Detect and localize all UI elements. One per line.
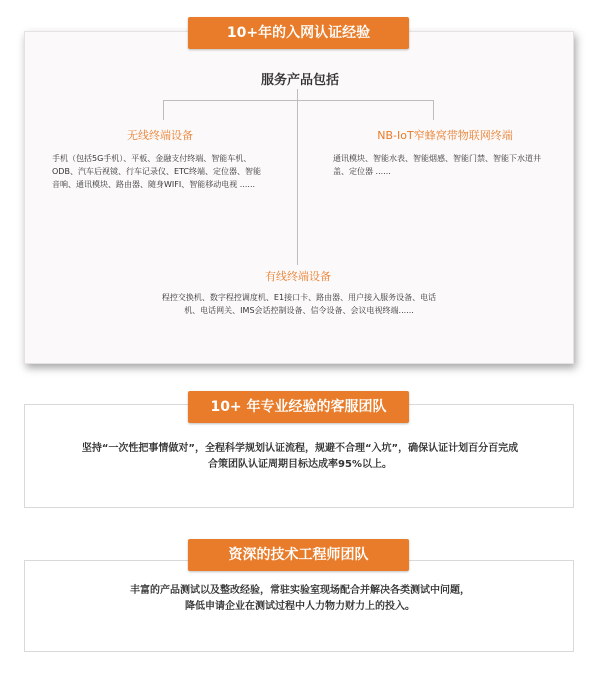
engineer-team-description — [30, 583, 570, 615]
customer-service-description — [30, 441, 570, 473]
customer-service-team-tab: 10+ 年专业经验的客服团队 — [188, 391, 409, 423]
wireless-terminal-list: 手机（包括5G手机）、平板、金融支付终端、智能车机、ODB、汽车后视镜、行车记录仪、ETC终端、定位器、智能音响、通讯模块、路由器、随身WIFI、智能移动电视 ...... — [52, 154, 262, 189]
customer-service-line-1: 坚持“一次性把事情做对”，全程科学规划认证流程，规避不合理“入坑”，确保认证计划百分百完成 — [81, 443, 519, 454]
wireless-terminal-title: 无线终端设备 — [127, 129, 193, 142]
tree-right-drop-line — [433, 100, 434, 120]
engineer-team-line-2: 降低申请企业在测试过程中人力物力财力上的投入。 — [185, 601, 415, 612]
engineer-team-line-1: 丰富的产品测试以及整改经验，常驻实验室现场配合并解决各类测试中问题， — [130, 585, 470, 596]
wired-terminal-list: 程控交换机、数字程控调度机、E1接口卡、路由器、用户接入服务设备、电话机、电话网关、IMS会话控制设备、信令设备、会议电视终端...... — [161, 293, 437, 315]
customer-service-line-2: 合策团队认证周期目标达成率95%以上。 — [208, 459, 392, 470]
nbiot-terminal-title: NB-IoT窄蜂窝带物联网终端 — [377, 129, 513, 142]
services-title: 服务产品包括 — [260, 73, 339, 88]
engineer-team-tab: 资深的技术工程师团队 — [188, 539, 409, 571]
nbiot-terminal-list: 通讯模块、智能水表、智能烟感、智能门禁、智能下水道井盖、定位器 ...... — [333, 154, 541, 176]
tree-branch-line — [163, 100, 434, 101]
certification-experience-tab: 10+年的入网认证经验 — [188, 17, 409, 49]
tree-left-drop-line — [163, 100, 164, 120]
tree-trunk-line — [297, 89, 298, 265]
wired-terminal-title: 有线终端设备 — [265, 270, 331, 283]
